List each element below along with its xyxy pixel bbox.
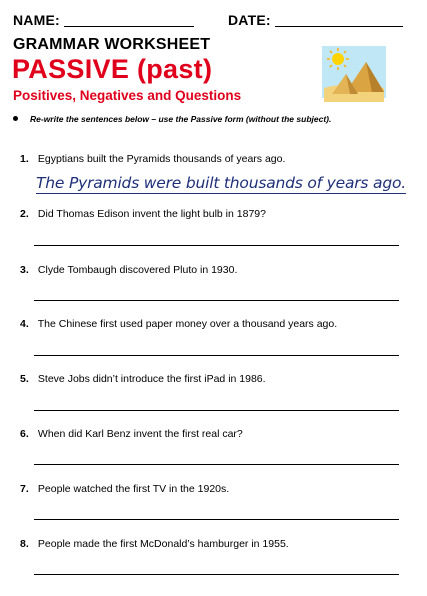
date-field[interactable] xyxy=(228,12,403,28)
question-text: When did Karl Benz invent the first real car? xyxy=(37,428,243,440)
date-line[interactable] xyxy=(275,13,403,27)
answer-line-4[interactable] xyxy=(34,355,399,356)
worksheet-title: GRAMMAR WORKSHEET xyxy=(13,36,211,53)
name-line[interactable] xyxy=(64,13,194,27)
question-number: 5. xyxy=(20,373,29,385)
answer-line-7[interactable] xyxy=(34,519,399,520)
question-number: 6. xyxy=(20,428,29,440)
sun-shape xyxy=(332,53,344,65)
question-number: 3. xyxy=(20,264,29,276)
name-label: NAME: xyxy=(13,12,60,28)
question-1 xyxy=(20,153,285,165)
question-5 xyxy=(20,373,266,385)
question-7 xyxy=(20,483,229,495)
answer-line-5[interactable] xyxy=(34,410,399,411)
question-number: 8. xyxy=(20,538,29,550)
answer-line-2[interactable] xyxy=(34,245,399,246)
question-number: 1. xyxy=(20,153,29,165)
question-8 xyxy=(20,538,289,550)
question-number: 2. xyxy=(20,208,29,220)
question-number: 4. xyxy=(20,318,29,330)
pyramids-desert-sun-icon xyxy=(318,44,390,104)
instruction-text: Re-write the sentences below – use the Passive form (without the subject). xyxy=(30,114,332,124)
example-answer: The Pyramids were built thousands of years ago. xyxy=(36,174,406,192)
name-field[interactable] xyxy=(13,12,194,28)
question-3 xyxy=(20,264,237,276)
question-text: People made the first McDonald’s hamburger in 1955. xyxy=(37,538,289,550)
question-text: Clyde Tombaugh discovered Pluto in 1930. xyxy=(37,264,238,276)
header-row xyxy=(13,12,417,32)
answer-line-8[interactable] xyxy=(34,574,399,575)
date-label: DATE: xyxy=(228,12,271,28)
instruction xyxy=(13,114,331,124)
bullet-icon xyxy=(13,116,18,121)
question-4 xyxy=(20,318,337,330)
question-text: Did Thomas Edison invent the light bulb in 1879? xyxy=(37,208,266,220)
question-text: People watched the first TV in the 1920s. xyxy=(37,483,230,495)
worksheet-topic: PASSIVE (past) xyxy=(12,54,213,84)
question-number: 7. xyxy=(20,483,29,495)
question-text: Steve Jobs didn’t introduce the first iPad in 1986. xyxy=(37,373,266,385)
question-text: The Chinese first used paper money over a thousand years ago. xyxy=(37,318,338,330)
answer-line-6[interactable] xyxy=(34,464,399,465)
question-text: Egyptians built the Pyramids thousands of years ago. xyxy=(37,153,286,165)
worksheet-subtitle: Positives, Negatives and Questions xyxy=(13,88,242,103)
answer-line-3[interactable] xyxy=(34,300,399,301)
question-2 xyxy=(20,208,266,220)
question-6 xyxy=(20,428,243,440)
